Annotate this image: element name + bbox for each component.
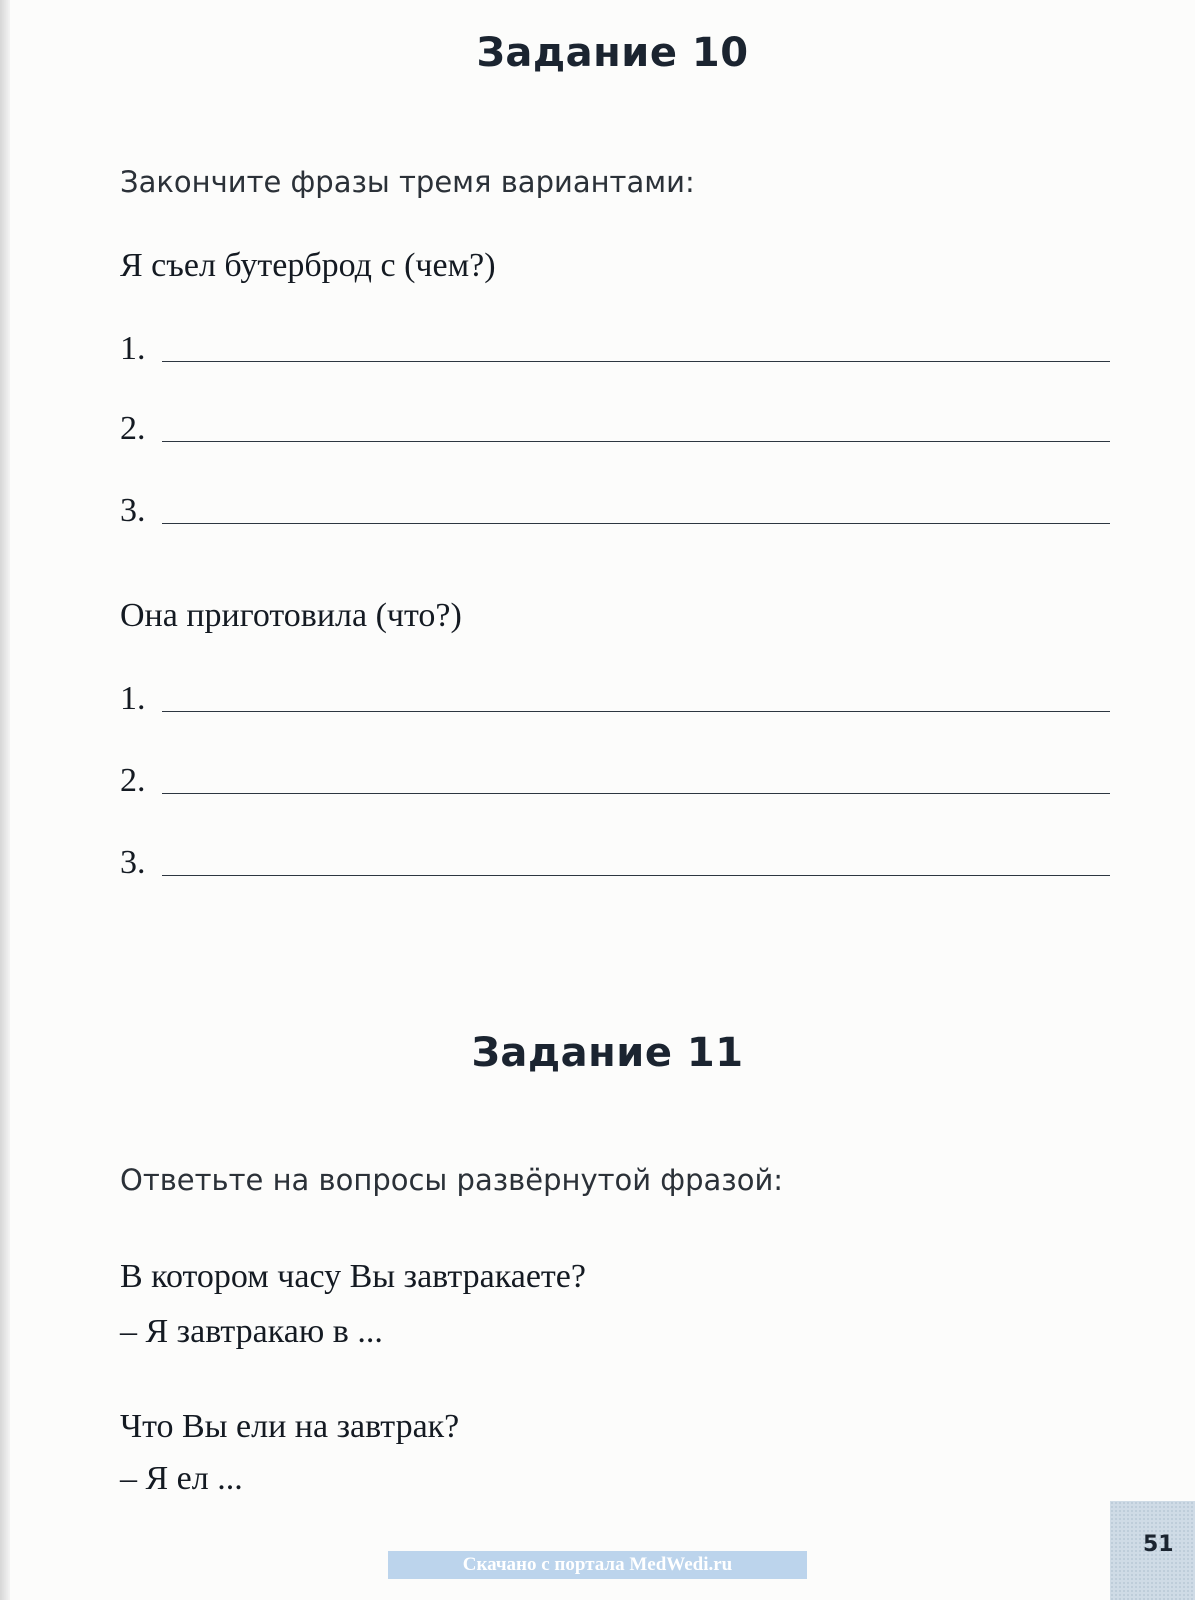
answer-line-3[interactable] <box>120 488 1110 528</box>
task11-answer-2: – Я ел ... <box>120 1460 243 1497</box>
task11-question-2: Что Вы ели на завтрак? <box>120 1408 460 1445</box>
blank-line <box>162 793 1110 794</box>
task11-answer-1: – Я завтракаю в ... <box>120 1313 383 1350</box>
line-number: 2. <box>120 410 146 447</box>
line-number: 3. <box>120 492 146 529</box>
answer-line-5[interactable] <box>120 758 1110 798</box>
blank-line <box>162 441 1110 442</box>
task11-question-1: В котором часу Вы завтракаете? <box>120 1258 586 1295</box>
blank-line <box>162 361 1110 362</box>
line-number: 1. <box>120 330 146 367</box>
task11-instruction: Ответьте на вопросы развёрнутой фразой: <box>120 1163 784 1197</box>
task10-prompt-cooked: Она приготовила (что?) <box>120 597 462 634</box>
blank-line <box>162 875 1110 876</box>
answer-line-6[interactable] <box>120 840 1110 880</box>
download-banner: Скачано с портала MedWedi.ru <box>388 1551 807 1579</box>
answer-line-4[interactable] <box>120 676 1110 716</box>
binding-shadow <box>0 0 10 1600</box>
task10-title: Задание 10 <box>476 30 749 76</box>
line-number: 2. <box>120 762 146 799</box>
line-number: 3. <box>120 844 146 881</box>
line-number: 1. <box>120 680 146 717</box>
blank-line <box>162 711 1110 712</box>
task10-instruction: Закончите фразы тремя вариантами: <box>120 165 695 199</box>
task10-prompt-sandwich: Я съел бутерброд с (чем?) <box>120 247 496 284</box>
task11-title: Задание 11 <box>471 1030 744 1076</box>
page-number: 51 <box>1143 1532 1174 1557</box>
answer-line-1[interactable] <box>120 326 1110 366</box>
answer-line-2[interactable] <box>120 406 1110 446</box>
blank-line <box>162 523 1110 524</box>
